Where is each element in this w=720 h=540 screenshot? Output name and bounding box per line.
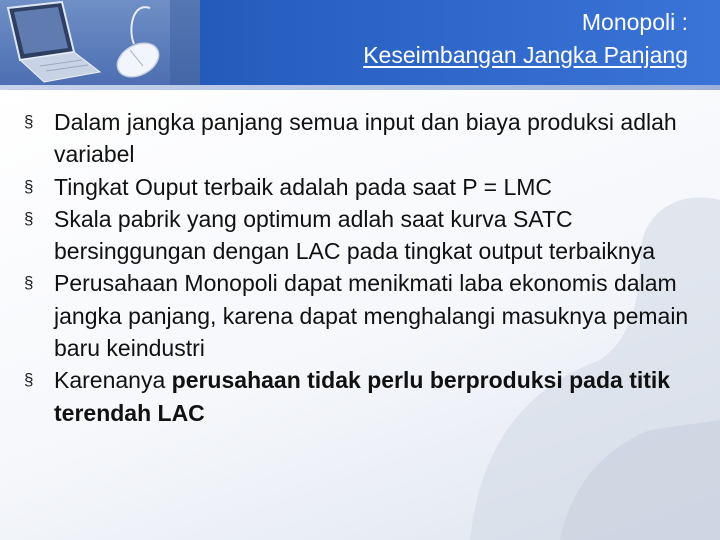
list-item [24,171,696,203]
title-line-1: Monopoli : [581,9,688,35]
bullet-text-bold: perusahaan tidak perlu berproduksi pada titik terendah LAC [54,367,671,426]
bullet-text: Perusahaan Monopoli dapat menikmati laba ekonomis dalam jangka panjang, karena dapat menghalangi masuknya pemain baru keindustri [54,270,689,362]
bullet-icon: § [24,273,34,293]
bullet-icon: § [24,176,34,196]
bullet-list [24,106,696,429]
bullet-text: Tingkat Ouput terbaik adalah pada saat P = LMC [54,173,553,200]
laptop-icon [8,2,100,82]
bullet-list-area [24,106,696,429]
header-photo [0,0,200,85]
bullet-text: Skala pabrik yang optimum adlah saat kurva SATC bersinggungan dengan LAC pada tingkat output terbaiknya [54,205,656,265]
bullet-text: Dalam jangka panjang semua input dan biaya produksi adlah variabel [54,109,677,168]
list-item [24,203,696,268]
list-item [24,267,696,364]
list-item [24,364,696,429]
bullet-icon: § [24,370,34,390]
computer-mouse-icon [112,7,165,83]
slide-header [0,0,720,85]
title-line-2: Keseimbangan Jangka Panjang [363,42,688,68]
bullet-icon: § [24,208,34,228]
page-title [208,6,688,72]
list-item [24,106,696,171]
bullet-text-prefix: Karenanya [54,367,172,394]
bullet-icon: § [24,112,34,131]
